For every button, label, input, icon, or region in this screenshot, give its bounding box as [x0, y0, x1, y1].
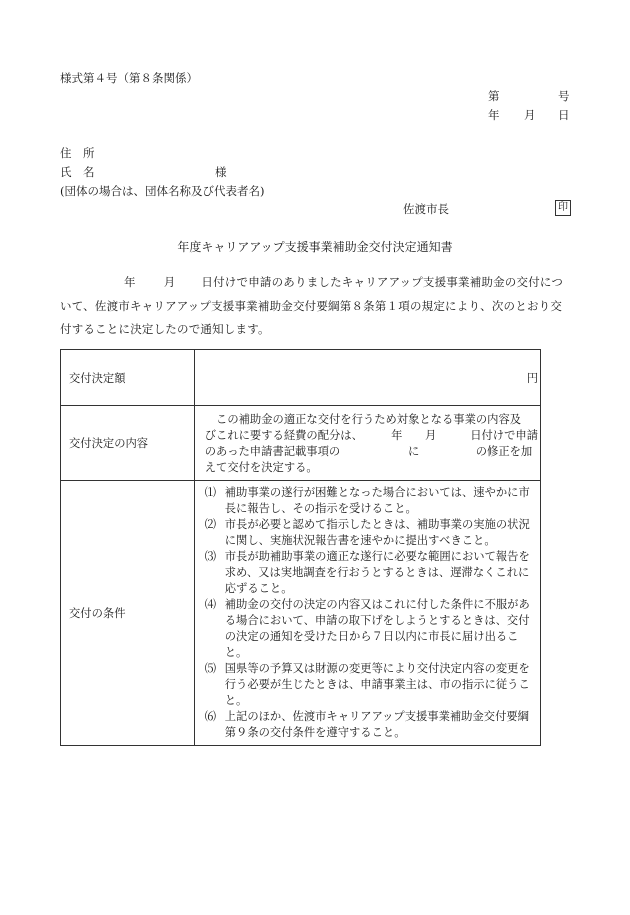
content-label: 交付決定の内容 — [61, 406, 195, 481]
content-text — [194, 406, 540, 481]
content-line: この補助金の適正な交付を行うため対象となる事業の内容及 — [204, 413, 522, 426]
list-item: ⑶ 市長が助補助事業の適正な遂行に必要な範囲において報告を求め、又は実地調査を行おうとするときは、遅滞なくこれに応ずること。 — [204, 550, 530, 595]
content-line: えて交付を決定する。 — [204, 461, 318, 474]
conditions-list — [194, 481, 540, 746]
list-item: ⑸ 国県等の予算又は財源の変更等により交付決定内容の変更を行う必要が生じたときは、申請事業主は、市の指示に従うこと。 — [204, 662, 530, 707]
doc-number-prefix: 第 — [488, 89, 500, 103]
content-line: びこれに要する経費の配分は、 年 月 日付けで申請 — [204, 429, 538, 442]
amount-label: 交付決定額 — [61, 350, 195, 406]
address-label: 住 所 — [60, 146, 95, 160]
body-month: 月 — [163, 275, 176, 289]
body-paragraph — [60, 271, 572, 342]
table-row — [61, 481, 541, 746]
date-day: 日 — [558, 108, 570, 122]
seal-mark: 印 — [555, 200, 571, 216]
document-title: 年度キャリアアップ支援事業補助金交付決定通知書 — [177, 240, 453, 254]
date-month: 月 — [524, 108, 536, 122]
decision-table — [60, 349, 541, 746]
issuer-title: 佐渡市長 — [403, 202, 449, 216]
list-item: ⑷ 補助金の交付の決定の内容又はこれに付した条件に不服がある場合において、申請の取下げをしようとするときは、交付の決定の通知を受けた日から７日以内に市長に届け出ること。 — [204, 598, 530, 659]
body-year: 年 — [124, 275, 136, 289]
date-year: 年 — [488, 108, 500, 122]
conditions-label: 交付の条件 — [61, 481, 195, 746]
table-row — [61, 406, 541, 481]
doc-number-suffix: 号 — [558, 89, 570, 103]
list-item: ⑴ 補助事業の遂行が困難となった場合においては、速やかに市長に報告し、その指示を受けること。 — [204, 486, 530, 515]
form-number: 様式第４号（第８条関係） — [60, 71, 198, 85]
group-note: (団体の場合は、団体名称及び代表者名) — [60, 184, 265, 198]
body-text: 日付けで申請のありましたキャリアアップ支援事業補助金の交付について、佐渡市キャリアアップ支援事業補助金交付要綱第８条第１項の規定により、次のとおり交付することに決定したので通知します。 — [60, 275, 564, 336]
list-item: ⑹ 上記のほか、佐渡市キャリアアップ支援事業補助金交付要綱第９条の交付条件を遵守すること。 — [204, 710, 529, 739]
list-item: ⑵ 市長が必要と認めて指示したときは、補助事業の実施の状況に関し、実施状況報告書を速やかに提出すべきこと。 — [204, 518, 530, 547]
table-row — [61, 350, 541, 406]
honorific: 様 — [215, 165, 227, 179]
content-line: のあった申請書記載事項の に の修正を加 — [204, 445, 533, 458]
amount-value: 円 — [194, 350, 540, 406]
name-label: 氏 名 — [60, 165, 95, 179]
